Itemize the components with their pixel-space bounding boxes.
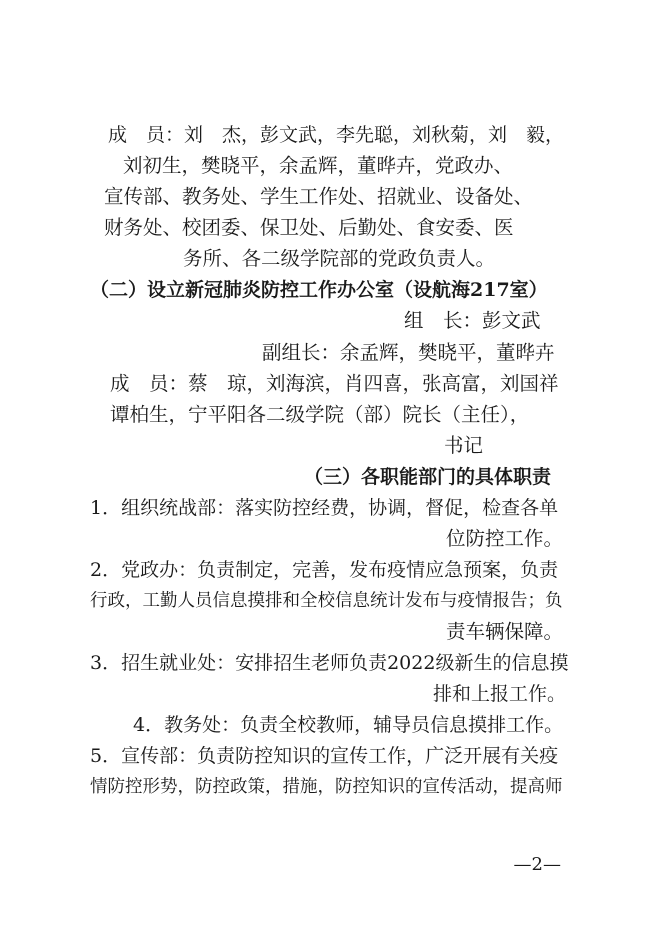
deputy-leader-line: 副组长：余孟辉，樊晓平，董晔卉 <box>262 341 555 364</box>
members-line-1: 成 员：刘 杰，彭文武，李先聪，刘秋菊，刘 毅， <box>108 124 565 146</box>
duty-2-line-3: 责车辆保障。 <box>446 620 564 643</box>
section-heading-2: （二）设立新冠肺炎防控工作办公室（设航海217室） <box>90 279 548 301</box>
duty-4-line-1: 4．教务处：负责全校教师，辅导员信息摸排工作。 <box>133 714 564 736</box>
duty-5-line-1: 5．宣传部：负责防控知识的宣传工作，广泛开展有关疫 <box>90 745 559 767</box>
leader-line: 组 长：彭文武 <box>404 309 541 332</box>
members-line-4: 财务处、校团委、保卫处、后勤处、食安委、医 <box>104 216 514 239</box>
duty-1-line-1: 1．组织统战部：落实防控经费，协调，督促，检查各单 <box>90 497 559 519</box>
office-members-line-2: 谭柏生，宁平阳各二级学院（部）院长（主任）， <box>110 403 530 426</box>
members-line-2: 刘初生，樊晓平，余孟辉，董晔卉，党政办、 <box>123 154 514 177</box>
office-members-line-1: 成 员：蔡 琼，刘海滨，肖四喜，张高富，刘国祥 <box>110 372 559 395</box>
duty-3-line-2: 排和上报工作。 <box>433 683 567 705</box>
office-members-line-3: 书记 <box>444 434 484 457</box>
duty-5-line-2: 情防控形势，防控政策，措施，防控知识的宣传活动，提高师 <box>90 777 563 797</box>
page-number: —2— <box>513 854 561 875</box>
members-line-5: 务所、各二级学院部的党政负责人。 <box>183 247 496 270</box>
section-heading-3: （三）各职能部门的具体职责 <box>304 466 552 488</box>
duty-2-line-2: 行政，工勤人员信息摸排和全校信息统计发布与疫情报告；负 <box>90 591 563 611</box>
duty-2-line-1: 2．党政办：负责制定，完善，发布疫情应急预案，负责 <box>90 559 559 581</box>
duty-3-line-1: 3．招生就业处：安排招生老师负责2022级新生的信息摸 <box>90 652 569 674</box>
duty-1-line-2: 位防控工作。 <box>446 527 564 550</box>
members-line-3: 宣传部、教务处、学生工作处、招就业、设备处、 <box>104 185 534 208</box>
